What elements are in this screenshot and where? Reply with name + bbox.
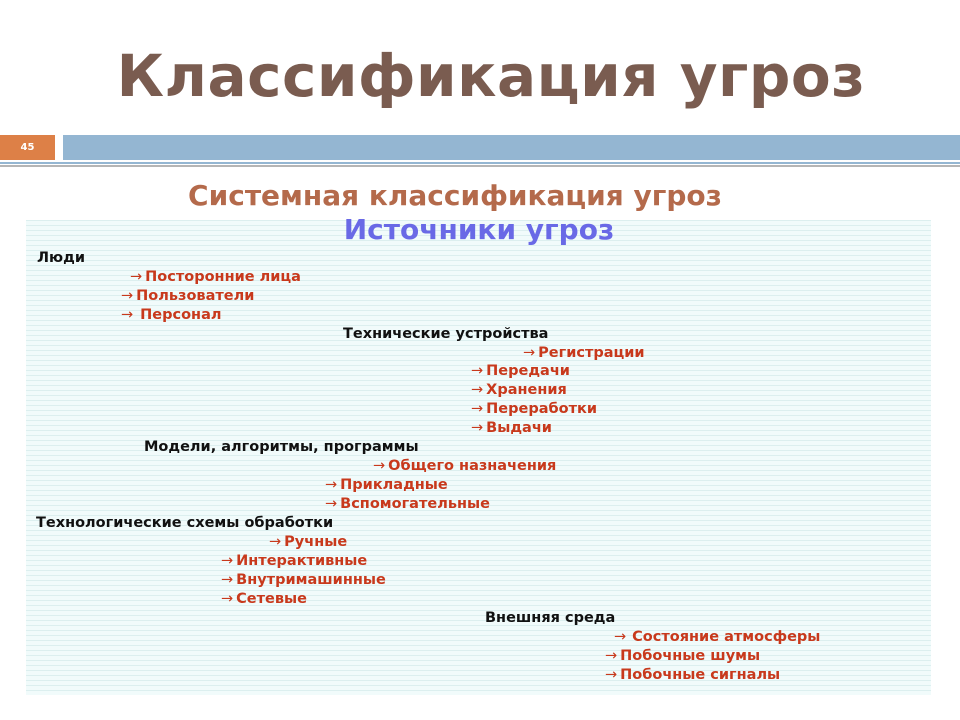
category-external-environment: Внешняя среда [485, 610, 616, 626]
list-item [373, 457, 556, 475]
list-item [325, 476, 448, 494]
arrow-icon: → [523, 345, 536, 361]
list-item-label: Выдачи [486, 420, 552, 436]
arrow-icon: → [325, 496, 338, 512]
arrow-icon: → [221, 591, 234, 607]
arrow-icon: → [325, 477, 338, 493]
arrow-icon: → [471, 401, 484, 417]
list-item [121, 287, 254, 305]
list-item [221, 552, 367, 570]
slide-title: Классификация угроз [116, 42, 866, 110]
list-item-label: Пользователи [136, 288, 255, 304]
list-item [221, 571, 386, 589]
list-item-label: Ручные [284, 534, 348, 550]
arrow-icon: → [221, 572, 234, 588]
list-item-label: Переработки [486, 401, 597, 417]
list-item-label: Персонал [140, 307, 222, 323]
arrow-icon: → [121, 288, 134, 304]
list-item [471, 381, 567, 399]
list-item [614, 628, 820, 646]
list-item-label: Хранения [486, 382, 567, 398]
list-item-label: Сетевые [236, 591, 307, 607]
list-item [605, 647, 760, 665]
arrow-icon: → [614, 629, 627, 645]
list-item [221, 590, 307, 608]
list-item-label: Прикладные [340, 477, 448, 493]
list-item-label: Состояние атмосферы [632, 629, 821, 645]
arrow-icon: → [269, 534, 282, 550]
arrow-icon: → [471, 382, 484, 398]
category-technical-devices: Технические устройства [343, 326, 549, 342]
divider-line [0, 162, 960, 164]
list-item [471, 362, 570, 380]
arrow-icon: → [605, 667, 618, 683]
list-item [121, 306, 222, 324]
slide-number: 45 [0, 135, 55, 160]
category-models-algorithms-programs: Модели, алгоритмы, программы [144, 439, 419, 455]
arrow-icon: → [471, 363, 484, 379]
list-item [605, 666, 780, 684]
list-item-label: Общего назначения [388, 458, 557, 474]
list-item-label: Побочные шумы [620, 648, 761, 664]
arrow-icon: → [605, 648, 618, 664]
arrow-icon: → [471, 420, 484, 436]
list-item-label: Посторонние лица [145, 269, 301, 285]
divider-line-gray [0, 165, 960, 167]
list-item [471, 400, 597, 418]
list-item-label: Регистрации [538, 345, 645, 361]
list-item [325, 495, 490, 513]
list-item [523, 344, 645, 362]
category-processing-schemes: Технологические схемы обработки [36, 515, 334, 531]
list-item [130, 268, 301, 286]
arrow-icon: → [130, 269, 143, 285]
category-people: Люди [37, 250, 86, 266]
list-item-label: Передачи [486, 363, 570, 379]
arrow-icon: → [373, 458, 386, 474]
list-item-label: Внутримашинные [236, 572, 386, 588]
list-item [269, 533, 347, 551]
section-title: Системная классификация угроз [188, 179, 722, 212]
arrow-icon: → [221, 553, 234, 569]
list-item [471, 419, 552, 437]
list-item-label: Интерактивные [236, 553, 368, 569]
arrow-icon: → [121, 307, 134, 323]
title-band [63, 135, 960, 160]
list-item-label: Вспомогательные [340, 496, 490, 512]
list-item-label: Побочные сигналы [620, 667, 781, 683]
panel-title: Источники угроз [343, 213, 615, 246]
